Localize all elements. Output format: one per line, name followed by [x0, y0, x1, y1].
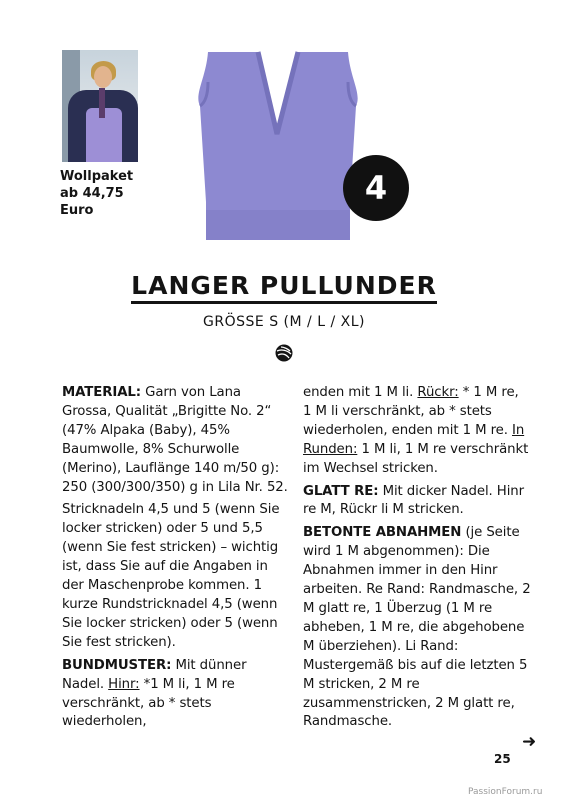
caption-line: ab 44,75 — [60, 186, 124, 201]
instructions-left-column — [62, 384, 290, 736]
betonte-abnahmen-paragraph — [303, 524, 531, 732]
vest-image — [190, 42, 365, 247]
bundmuster-text: Mit dünner Nadel. — [62, 657, 247, 692]
size-subtitle: GRÖSSE S (M / L / XL) — [203, 314, 365, 330]
material-heading: MATERIAL: — [62, 385, 142, 400]
needles-text: Stricknadeln 4,5 und 5 (wenn Sie locker stricken) oder 5 und 5,5 (wenn Sie fest stricken) – wichtig ist, dass Sie auf die Angaben in der Maschenprobe kommen. 1 kurze Rundstricknadel 4,5 (wenn Sie locker stricken) oder 5 (wenn Sie fest stricken). — [62, 502, 280, 650]
page-title-text: LANGER PULLUNDER — [131, 271, 437, 304]
next-page-arrow-icon: ➜ — [522, 732, 537, 752]
glatt-re-text: Mit dicker Nadel. Hinr re M, Rückr li M stricken. — [303, 483, 524, 518]
hinr-label: Hinr: — [108, 676, 140, 692]
page-number: 25 — [494, 752, 511, 766]
needles-paragraph — [62, 501, 290, 652]
photo-scarf — [99, 88, 105, 118]
bundmuster-continued — [303, 384, 531, 479]
pattern-number-badge: 4 — [343, 155, 409, 221]
material-paragraph — [62, 384, 290, 497]
yarn-ball-icon — [275, 344, 293, 362]
watermark: PassionForum.ru — [468, 787, 543, 797]
bundmuster-text: * 1 M re, 1 M li verschränkt, ab * stets wiederholen, enden mit 1 M re. — [303, 385, 519, 438]
betonte-abnahmen-text: (je Seite wird 1 M abgenommen): Die Abnahmen immer in den Hinr arbeiten. Re Rand: Randmasche, 2 M glatt re, 1 Überzug (1 M re abheben, 1 M re, die abgehobene M überziehen). Li Rand: Mustergemäß bis auf die letzten 5 M stricken, 2 M re zusammenstricken, 2 M glatt re, Randmasche. — [303, 525, 531, 730]
rueckr-label: Rückr: — [417, 385, 459, 400]
betonte-abnahmen-heading: BETONTE ABNAHMEN — [303, 525, 462, 541]
page-title — [0, 271, 568, 300]
model-photo — [62, 50, 138, 162]
bundmuster-text: *1 M li, 1 M re verschränkt, ab * stets wiederholen, — [62, 676, 235, 730]
caption-line: Euro — [60, 203, 94, 218]
photo-head — [94, 66, 112, 88]
glatt-re-heading: GLATT RE: — [303, 483, 379, 499]
bundmuster-paragraph — [62, 657, 290, 733]
bundmuster-text: enden mit 1 M li. — [303, 385, 418, 400]
glatt-re-paragraph — [303, 483, 531, 521]
bundmuster-text: 1 M li, 1 M re verschränkt im Wechsel stricken. — [303, 441, 529, 476]
in-runden-label: In Runden: — [303, 422, 525, 457]
instructions-right-column — [303, 384, 531, 736]
material-text: Garn von Lana Grossa, Qualität „Brigitte No. 2“ (47% Alpaka (Baby), 45% Baumwolle, 8% Schurwolle (Merino), Lauflänge 140 m/50 g): 250 (300/300/350) g in Lila Nr. 52. — [62, 385, 288, 495]
bundmuster-heading: BUNDMUSTER: — [62, 657, 172, 673]
caption-line: Wollpaket — [60, 169, 134, 184]
yarn-package-caption — [60, 168, 150, 219]
